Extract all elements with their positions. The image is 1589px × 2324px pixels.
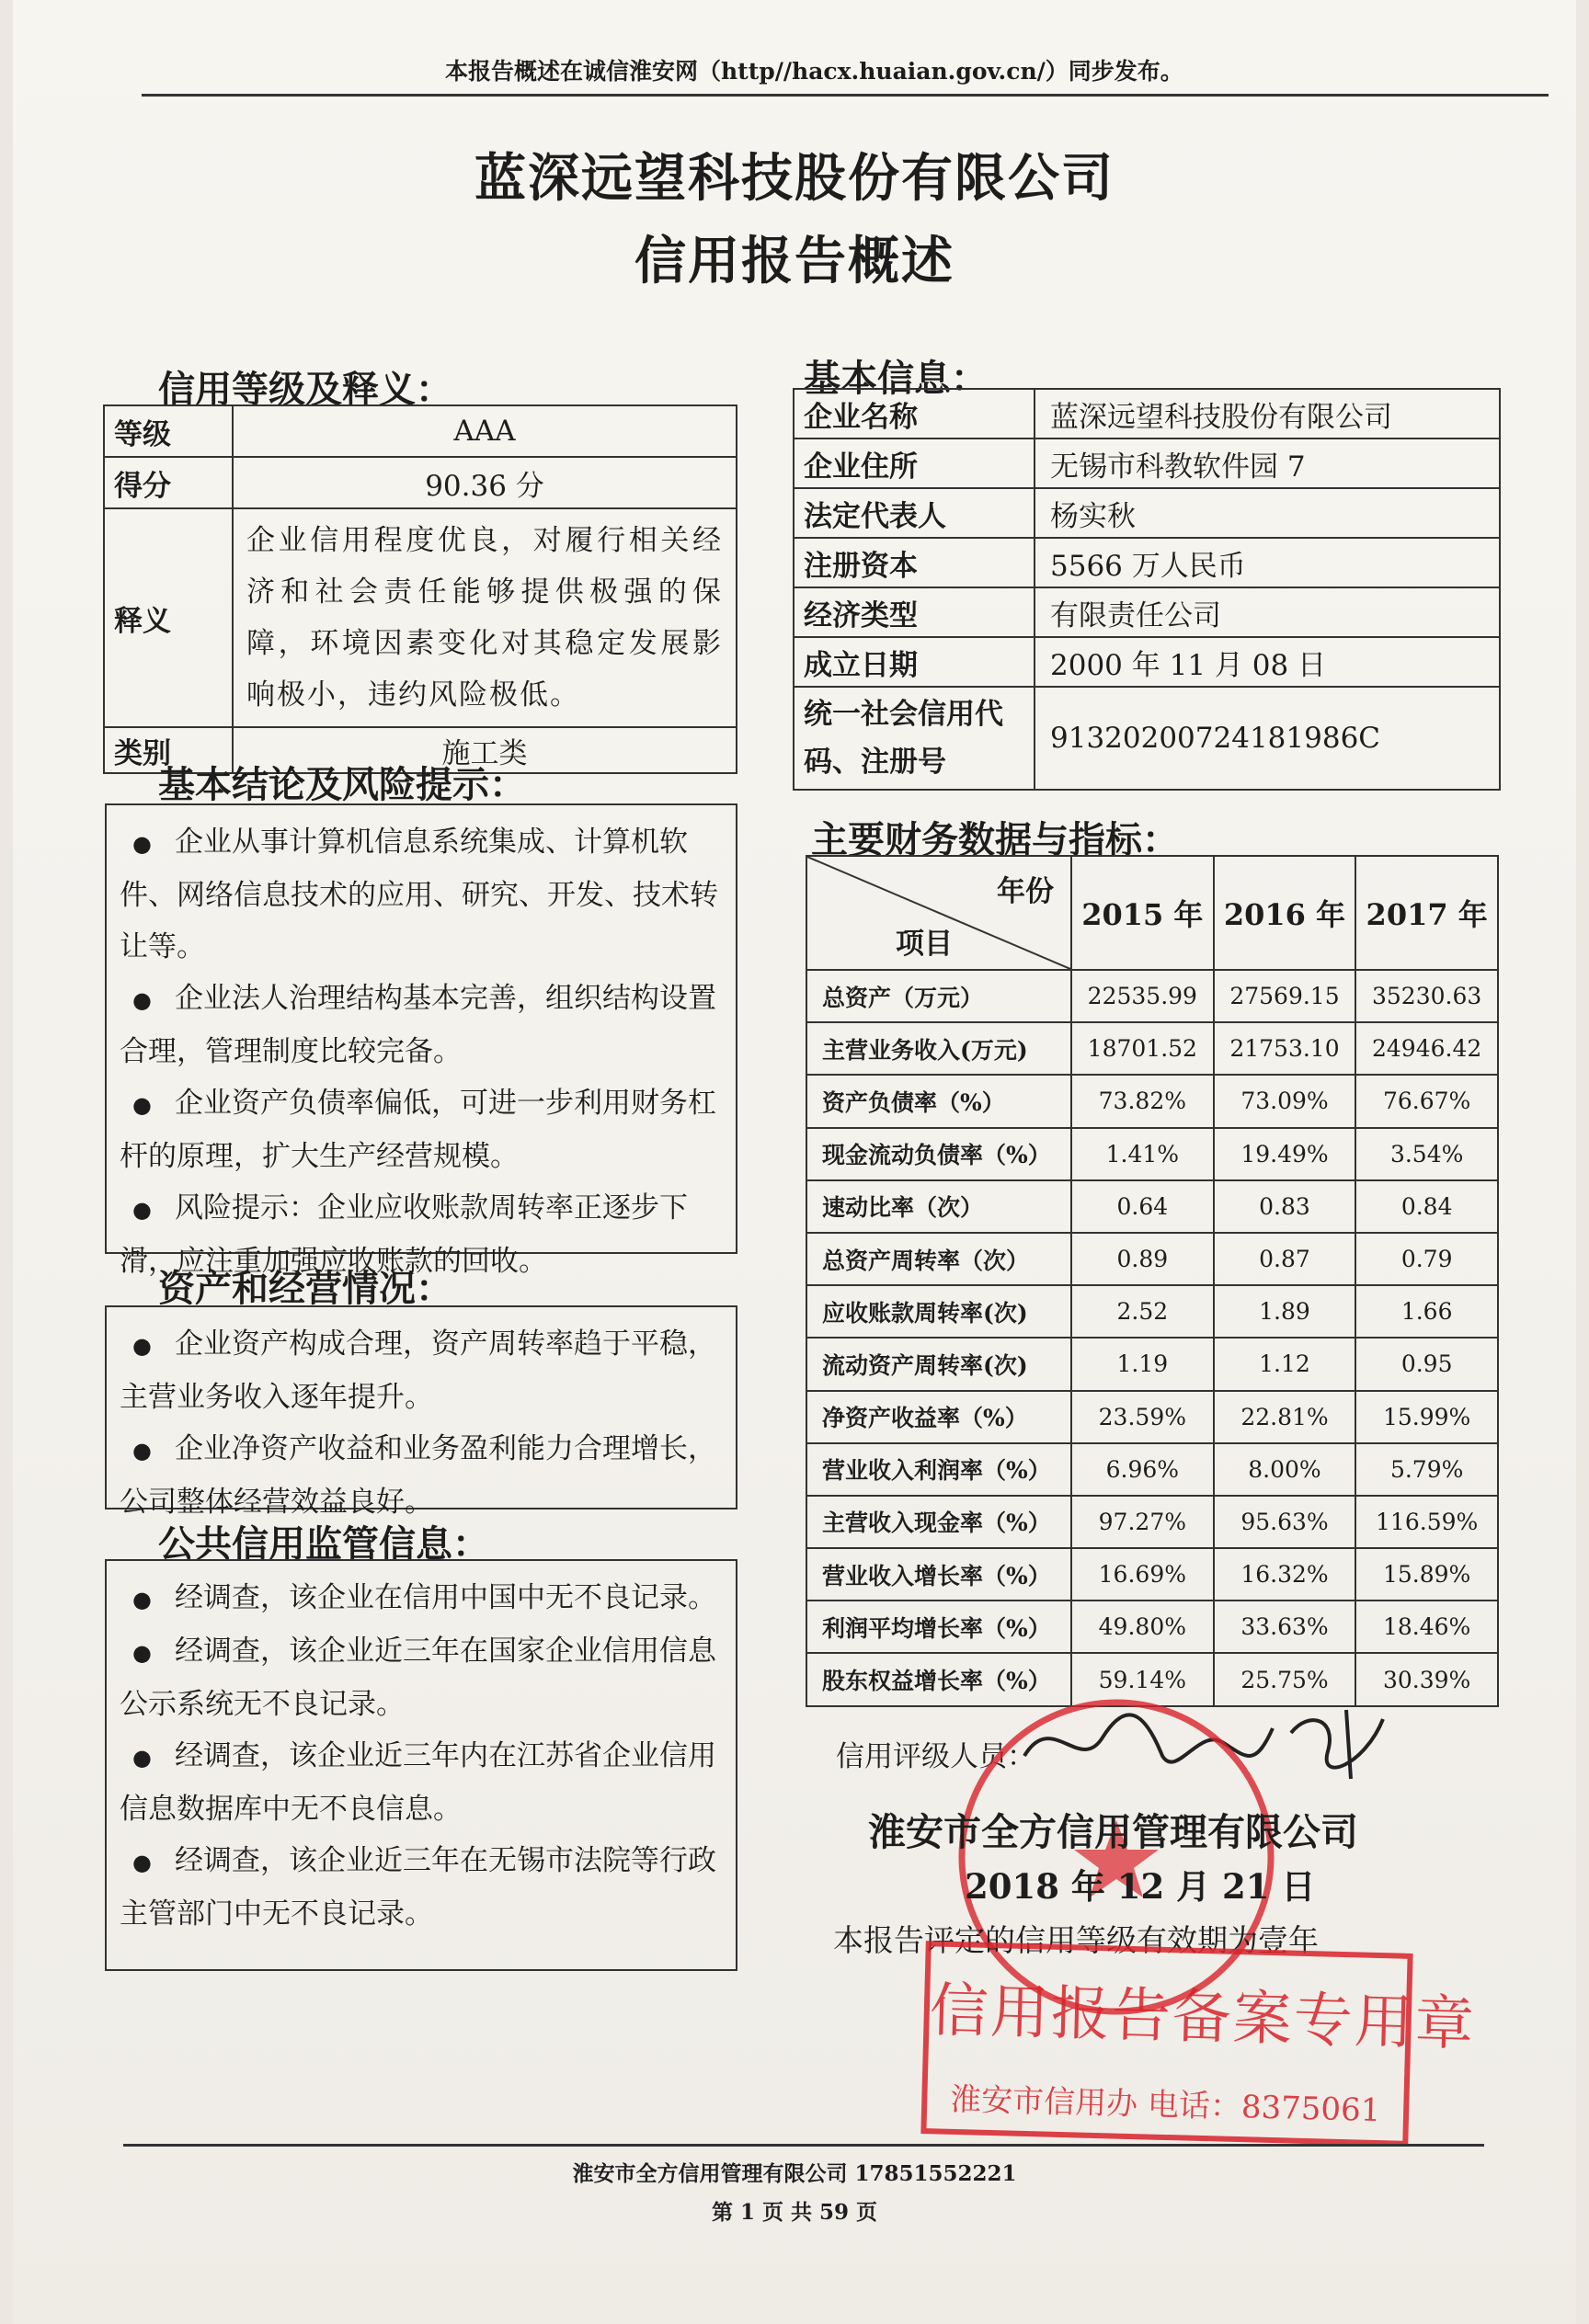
metric-value: 18701.52 xyxy=(1071,1022,1214,1075)
metric-value: 0.84 xyxy=(1355,1180,1498,1233)
footer-agency: 淮安市全方信用管理有限公司 17851552221 xyxy=(572,2161,1017,2186)
table-row xyxy=(794,587,1500,637)
metric-label: 股东权益增长率（%） xyxy=(806,1653,1071,1705)
score-value: 90.36 分 xyxy=(233,457,737,508)
metric-value: 73.82% xyxy=(1071,1075,1214,1127)
table-row xyxy=(806,1601,1498,1653)
year-header: 2016 年 xyxy=(1214,856,1356,970)
validity-note: 本报告评定的信用等级有效期为壹年 xyxy=(833,1922,1319,1958)
info-value: 无锡市科教软件园 7 xyxy=(1035,439,1500,488)
financials-table xyxy=(806,855,1499,1707)
metric-value: 0.87 xyxy=(1214,1233,1356,1285)
category-value: 施工类 xyxy=(233,727,737,773)
filing-stamp-contact: 淮安市信用办 电话：8375061 xyxy=(949,2080,1381,2130)
table-row xyxy=(794,538,1500,587)
publication-notice: 本报告概述在诚信淮安网（http//hacx.huaian.gov.cn/）同步发布。 xyxy=(445,58,1183,85)
table-row xyxy=(794,637,1500,687)
metric-value: 18.46% xyxy=(1355,1601,1498,1653)
report-title: 信用报告概述 xyxy=(634,231,955,291)
credit-code-label: 统一社会信用代码、注册号 xyxy=(794,687,1035,790)
info-label: 企业名称 xyxy=(794,389,1035,439)
metric-value: 1.89 xyxy=(1214,1285,1356,1338)
bullet-icon: ● xyxy=(132,1850,152,1875)
rater-label: 信用评级人员： xyxy=(836,1740,1035,1773)
year-header: 2015 年 xyxy=(1071,856,1214,970)
metric-value: 19.49% xyxy=(1214,1128,1356,1180)
metric-value: 1.66 xyxy=(1355,1285,1498,1338)
table-row xyxy=(806,1180,1498,1233)
metric-value: 76.67% xyxy=(1355,1075,1498,1127)
metric-value: 2.52 xyxy=(1071,1285,1214,1338)
score-label: 得分 xyxy=(104,457,233,508)
financials-heading: 主要财务数据与指标： xyxy=(811,818,1179,861)
basic-info-table xyxy=(793,388,1501,791)
public-supervision-heading: 公共信用监管信息： xyxy=(158,1522,489,1566)
metric-value: 24946.42 xyxy=(1355,1022,1498,1075)
metric-value: 0.95 xyxy=(1355,1338,1498,1390)
bullet-icon: ● xyxy=(132,987,152,1013)
score-row xyxy=(104,457,737,508)
metric-value: 23.59% xyxy=(1071,1391,1214,1443)
metric-value: 8.00% xyxy=(1214,1443,1356,1496)
metric-label: 营业收入利润率（%） xyxy=(806,1443,1071,1496)
explanation-row xyxy=(104,508,737,727)
info-value: 杨实秋 xyxy=(1035,488,1500,538)
metric-value: 22.81% xyxy=(1214,1391,1356,1443)
bullet-icon: ● xyxy=(132,1745,152,1771)
metric-value: 27569.15 xyxy=(1214,970,1356,1022)
metric-value: 95.63% xyxy=(1214,1496,1356,1548)
metric-value: 30.39% xyxy=(1355,1653,1498,1705)
list-item: ● 经调查，该企业在信用中国中无不良记录。 xyxy=(120,1572,723,1625)
metric-label: 净资产收益率（%） xyxy=(806,1391,1071,1443)
metric-label: 应收账款周转率(次) xyxy=(806,1285,1071,1338)
bullet-icon: ● xyxy=(132,1438,152,1464)
bullet-icon: ● xyxy=(132,831,152,857)
credit-grade-heading: 信用等级及释义： xyxy=(158,368,452,411)
info-label: 法定代表人 xyxy=(794,488,1035,538)
table-row xyxy=(806,1548,1498,1601)
year-header: 2017 年 xyxy=(1355,856,1498,970)
metric-value: 97.27% xyxy=(1071,1496,1214,1548)
agency-name: 淮安市全方信用管理有限公司 xyxy=(868,1810,1358,1854)
grade-label: 等级 xyxy=(104,405,233,457)
header-rule xyxy=(142,94,1549,97)
metric-value: 1.19 xyxy=(1071,1338,1214,1390)
basic-info-heading: 基本信息： xyxy=(804,357,988,400)
metric-value: 21753.10 xyxy=(1214,1022,1356,1075)
metric-value: 16.69% xyxy=(1071,1548,1214,1601)
metric-label: 速动比率（次） xyxy=(806,1180,1071,1233)
company-title: 蓝深远望科技股份有限公司 xyxy=(474,148,1115,209)
metric-value: 5.79% xyxy=(1355,1443,1498,1496)
credit-grade-table xyxy=(103,404,737,774)
assets-ops-heading: 资产和经营情况： xyxy=(158,1267,452,1310)
filing-stamp xyxy=(920,1941,1477,2147)
explanation-label: 释义 xyxy=(104,508,233,727)
document-page xyxy=(13,0,1576,2324)
metric-label: 总资产（万元） xyxy=(806,970,1071,1022)
metric-value: 16.32% xyxy=(1214,1548,1356,1601)
financials-body xyxy=(806,970,1498,1706)
conclusions-box xyxy=(105,803,737,1278)
footer-rule xyxy=(123,2144,1484,2147)
list-item: ● 经调查，该企业近三年内在江苏省企业信用信息数据库中无不良信息。 xyxy=(120,1730,723,1835)
metric-value: 0.79 xyxy=(1355,1233,1498,1285)
category-label: 类别 xyxy=(104,727,233,773)
explanation-value: 企业信用程度优良，对履行相关经济和社会责任能够提供极强的保障，环境因素变化对其稳定发展影响极小，违约风险极低。 xyxy=(233,508,737,727)
corner-year-label: 年份 xyxy=(997,875,1054,908)
metric-label: 资产负债率（%） xyxy=(806,1075,1071,1127)
info-label: 成立日期 xyxy=(794,637,1035,687)
table-row xyxy=(806,1338,1498,1390)
metric-value: 15.89% xyxy=(1355,1548,1498,1601)
metric-label: 现金流动负债率（%） xyxy=(806,1128,1071,1180)
filing-stamp-title: 信用报告备案专用章 xyxy=(928,1977,1477,2059)
info-label: 经济类型 xyxy=(794,587,1035,637)
sign-date: 2018 年 12 月 21 日 xyxy=(965,1866,1316,1907)
list-item: ● 企业资产构成合理，资产周转率趋于平稳，主营业务收入逐年提升。 xyxy=(120,1318,723,1423)
list-item: ● 企业净资产收益和业务盈利能力合理增长，公司整体经营效益良好。 xyxy=(120,1423,723,1528)
metric-value: 116.59% xyxy=(1355,1496,1498,1548)
info-value: 有限责任公司 xyxy=(1035,587,1500,637)
info-label: 企业住所 xyxy=(794,439,1035,488)
metric-value: 33.63% xyxy=(1214,1601,1356,1653)
table-row xyxy=(806,1391,1498,1443)
metric-value: 3.54% xyxy=(1355,1128,1498,1180)
bullet-icon: ● xyxy=(132,1092,152,1118)
table-row xyxy=(794,488,1500,538)
list-item: ● 企业从事计算机信息系统集成、计算机软件、网络信息技术的应用、研究、开发、技术转让等。 xyxy=(120,816,723,973)
corner-item-label: 项目 xyxy=(896,928,953,961)
grade-row xyxy=(104,405,737,457)
table-row xyxy=(794,439,1500,488)
metric-label: 主营收入现金率（%） xyxy=(806,1496,1071,1548)
table-row xyxy=(806,1285,1498,1338)
metric-value: 6.96% xyxy=(1071,1443,1214,1496)
metric-value: 0.64 xyxy=(1071,1180,1214,1233)
table-row xyxy=(806,1233,1498,1285)
public-supervision-box xyxy=(105,1559,737,1971)
table-row xyxy=(806,1075,1498,1127)
metric-label: 营业收入增长率（%） xyxy=(806,1548,1071,1601)
metric-value: 15.99% xyxy=(1355,1391,1498,1443)
list-item: ● 企业资产负债率偏低，可进一步利用财务杠杆的原理，扩大生产经营规模。 xyxy=(120,1077,723,1182)
financials-header-row xyxy=(806,856,1498,970)
grade-value: AAA xyxy=(233,405,737,457)
bullet-icon: ● xyxy=(132,1640,152,1666)
metric-label: 流动资产周转率(次) xyxy=(806,1338,1071,1390)
list-item: ● 经调查，该企业近三年在无锡市法院等行政主管部门中无不良记录。 xyxy=(120,1835,723,1940)
bullet-icon: ● xyxy=(132,1333,152,1359)
corner-header-cell xyxy=(806,856,1071,970)
metric-value: 49.80% xyxy=(1071,1601,1214,1653)
bullet-icon: ● xyxy=(132,1587,152,1612)
table-row xyxy=(806,1496,1498,1548)
metric-value: 0.83 xyxy=(1214,1180,1356,1233)
list-item: ● 经调查，该企业近三年在国家企业信用信息公示系统无不良记录。 xyxy=(120,1625,723,1730)
list-item: ● 企业法人治理结构基本完善，组织结构设置合理，管理制度比较完备。 xyxy=(120,973,723,1077)
info-label: 注册资本 xyxy=(794,538,1035,587)
metric-value: 22535.99 xyxy=(1071,970,1214,1022)
info-value: 5566 万人民币 xyxy=(1035,538,1500,587)
table-row xyxy=(806,1022,1498,1075)
list-item: ● 风险提示：企业应收账款周转率正逐步下滑，应注重加强应收账款的回收。 xyxy=(120,1182,723,1287)
credit-code-value: 91320200724181986C xyxy=(1035,687,1500,790)
metric-value: 0.89 xyxy=(1071,1233,1214,1285)
assets-ops-box xyxy=(105,1305,737,1519)
metric-label: 总资产周转率（次） xyxy=(806,1233,1071,1285)
table-row xyxy=(806,1128,1498,1180)
metric-value: 25.75% xyxy=(1214,1653,1356,1705)
metric-value: 59.14% xyxy=(1071,1653,1214,1705)
metric-value: 1.12 xyxy=(1214,1338,1356,1390)
table-row xyxy=(794,687,1500,790)
info-value: 蓝深远望科技股份有限公司 xyxy=(1035,389,1500,439)
metric-value: 1.41% xyxy=(1071,1128,1214,1180)
metric-label: 主营业务收入(万元) xyxy=(806,1022,1071,1075)
metric-label: 利润平均增长率（%） xyxy=(806,1601,1071,1653)
metric-value: 73.09% xyxy=(1214,1075,1356,1127)
bullet-icon: ● xyxy=(132,1197,152,1223)
table-row xyxy=(806,1443,1498,1496)
table-row xyxy=(794,389,1500,439)
metric-value: 35230.63 xyxy=(1355,970,1498,1022)
page-number: 第 1 页 共 59 页 xyxy=(711,2200,878,2225)
conclusions-heading: 基本结论及风险提示： xyxy=(158,763,526,806)
info-value: 2000 年 11 月 08 日 xyxy=(1035,637,1500,687)
table-row xyxy=(806,970,1498,1022)
